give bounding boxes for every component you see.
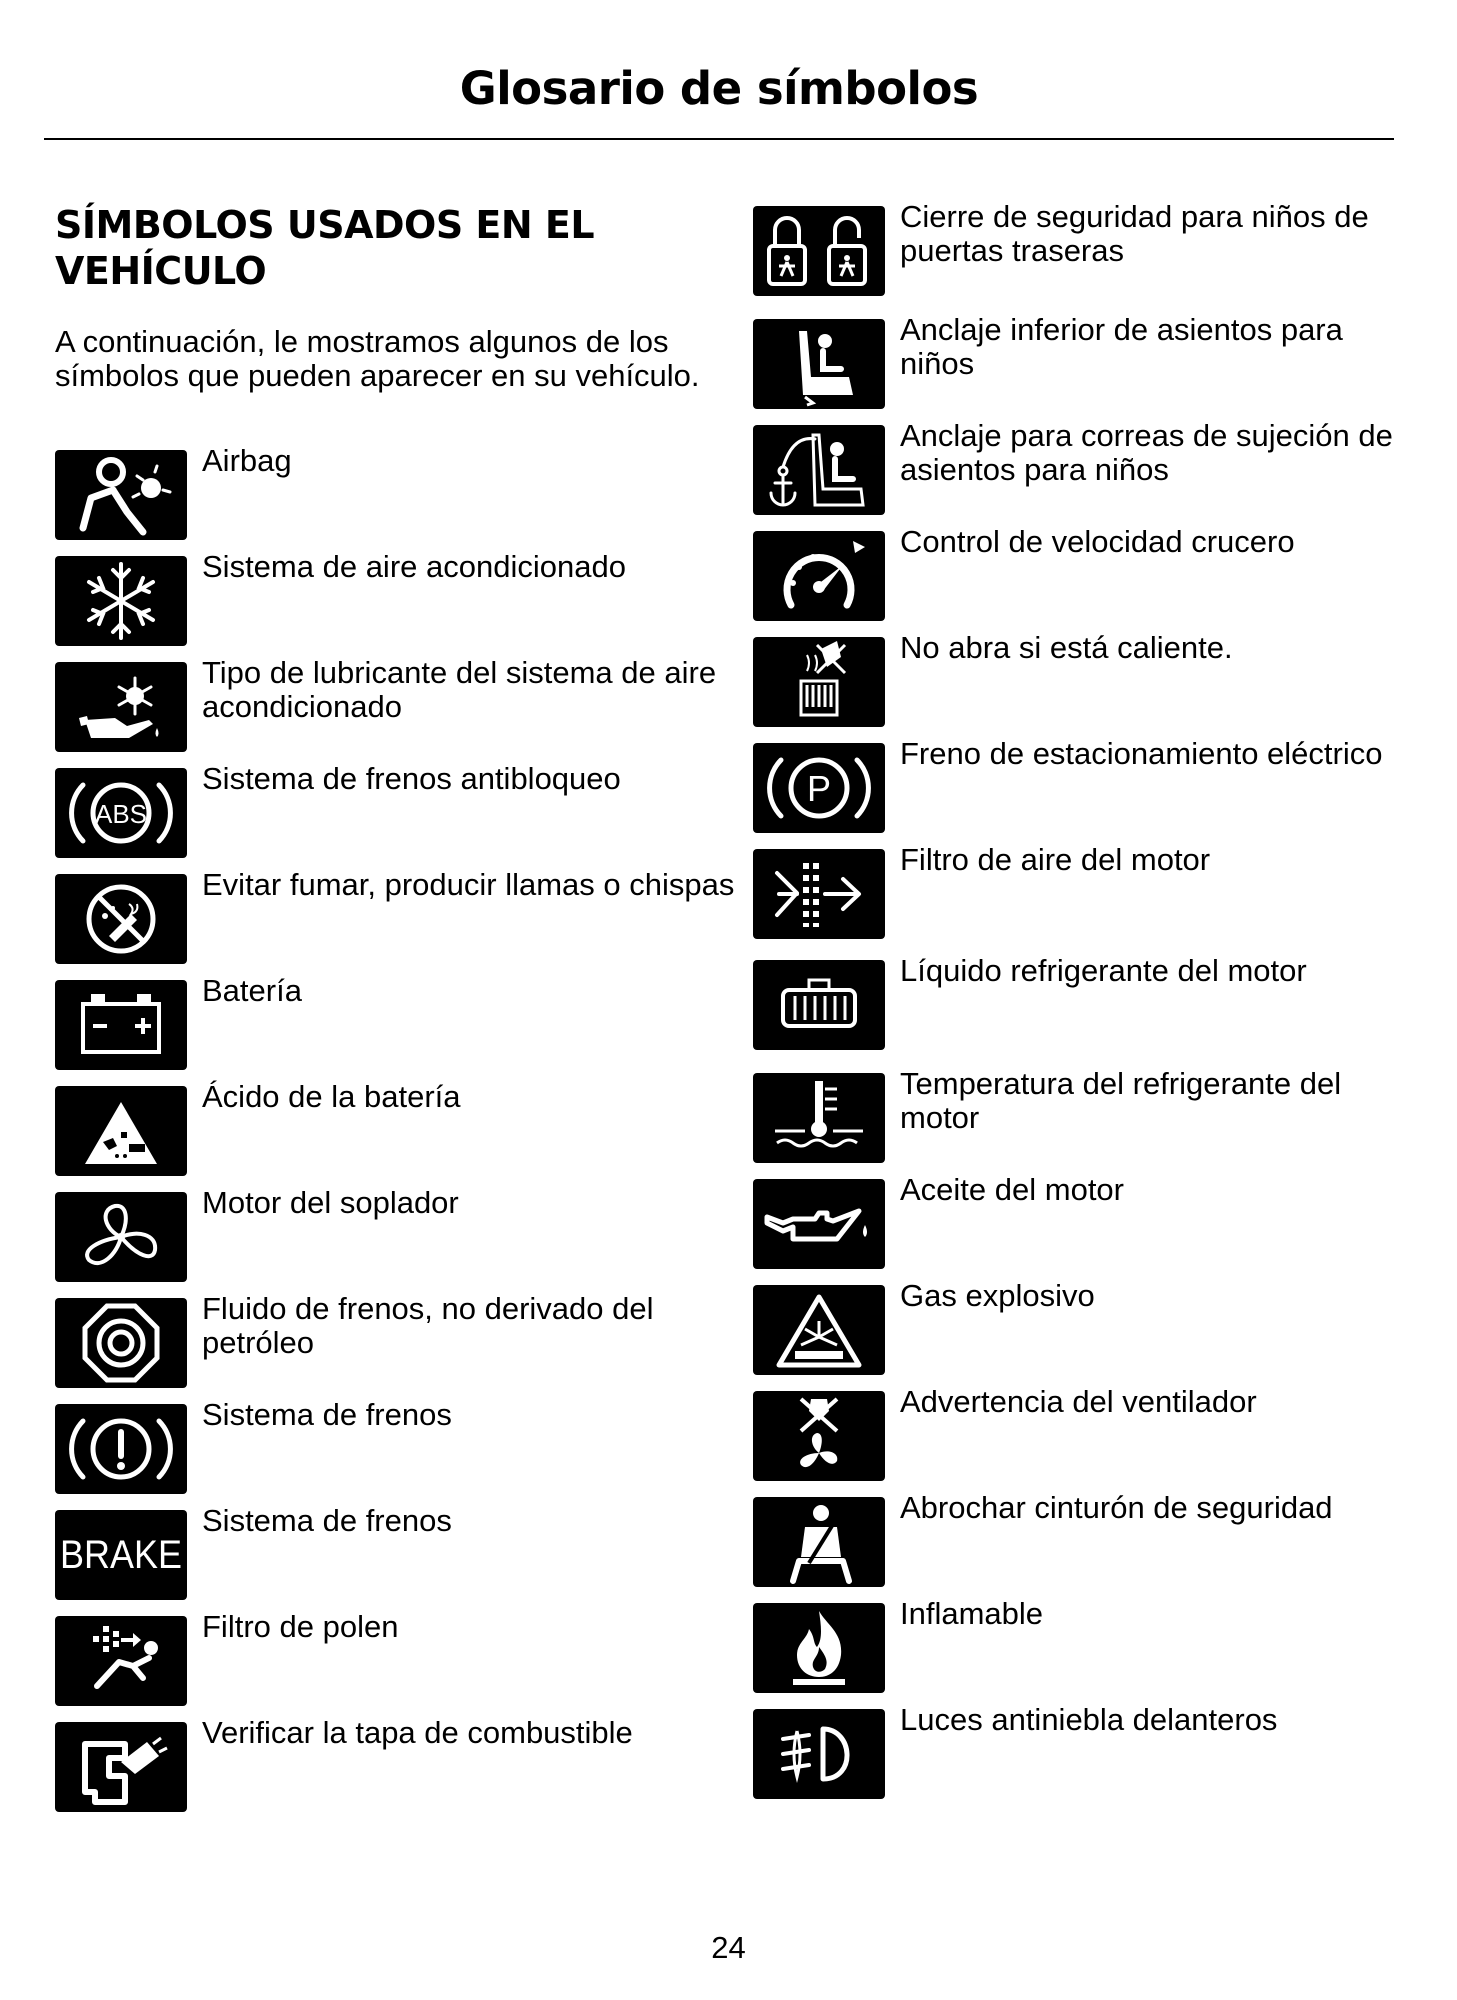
symbol-label: Motor del soplador bbox=[202, 1185, 459, 1220]
symbol-label: Filtro de polen bbox=[202, 1609, 399, 1644]
symbol-label: Aceite del motor bbox=[900, 1172, 1124, 1207]
symbol-label: Batería bbox=[202, 973, 302, 1008]
do-not-open-hot-icon bbox=[753, 637, 885, 727]
parking-brake-icon-text: P bbox=[806, 768, 832, 809]
symbol-label: Luces antiniebla delanteros bbox=[900, 1702, 1278, 1737]
symbol-label: Temperatura del refrigerante del motor bbox=[900, 1066, 1342, 1135]
symbol-label: Anclaje para correas de sujeción de asientos para niños bbox=[900, 418, 1393, 487]
battery-acid-icon bbox=[55, 1086, 187, 1176]
child-seat-tether-anchor-icon bbox=[753, 425, 885, 515]
child-lock-icon bbox=[753, 206, 885, 296]
battery-icon bbox=[55, 980, 187, 1070]
symbol-label: Verificar la tapa de combustible bbox=[202, 1715, 633, 1750]
engine-air-filter-icon bbox=[753, 849, 885, 939]
coolant-temperature-icon bbox=[753, 1073, 885, 1163]
symbol-label: Control de velocidad crucero bbox=[900, 524, 1295, 559]
no-smoking-icon bbox=[55, 874, 187, 964]
snowflake-icon bbox=[55, 556, 187, 646]
seatbelt-icon bbox=[753, 1497, 885, 1587]
ac-lubricant-icon bbox=[55, 662, 187, 752]
symbol-label: Sistema de aire acondicionado bbox=[202, 549, 626, 584]
airbag-icon bbox=[55, 450, 187, 540]
cruise-control-icon bbox=[753, 531, 885, 621]
symbol-label: Tipo de lubricante del sistema de aire acondicionado bbox=[202, 655, 717, 724]
flammable-icon bbox=[753, 1603, 885, 1693]
brake-icon-text: BRAKE bbox=[60, 1533, 182, 1577]
engine-oil-icon bbox=[753, 1179, 885, 1269]
symbol-label: Ácido de la batería bbox=[202, 1079, 461, 1114]
front-fog-lamps-icon bbox=[753, 1709, 885, 1799]
symbol-label: Sistema de frenos bbox=[202, 1397, 452, 1432]
symbol-label: Evitar fumar, producir llamas o chispas bbox=[202, 867, 735, 902]
parking-brake-icon bbox=[753, 743, 885, 833]
fuel-cap-icon bbox=[55, 1722, 187, 1812]
pollen-filter-icon bbox=[55, 1616, 187, 1706]
symbol-label: Airbag bbox=[202, 443, 292, 478]
brake-fluid-icon bbox=[55, 1298, 187, 1388]
symbol-label: Sistema de frenos antibloqueo bbox=[202, 761, 621, 796]
symbol-label: Fluido de frenos, no derivado del petróleo bbox=[202, 1291, 654, 1360]
symbol-label: Inflamable bbox=[900, 1596, 1044, 1631]
symbol-label: Abrochar cinturón de seguridad bbox=[900, 1490, 1333, 1525]
symbol-label: Gas explosivo bbox=[900, 1278, 1095, 1313]
engine-coolant-icon bbox=[753, 960, 885, 1050]
symbol-label: Cierre de seguridad para niños de puertas traseras bbox=[900, 199, 1369, 268]
page-number: 24 bbox=[711, 1930, 746, 1965]
symbol-label: Advertencia del ventilador bbox=[900, 1384, 1257, 1419]
explosive-gas-icon bbox=[753, 1285, 885, 1375]
symbol-label: Anclaje inferior de asientos para niños bbox=[900, 312, 1343, 381]
brake-warning-icon bbox=[55, 1404, 187, 1494]
intro-paragraph: A continuación, le mostramos algunos de los símbolos que pueden aparecer en su vehículo. bbox=[55, 324, 700, 393]
brake-text-icon bbox=[55, 1510, 187, 1600]
title-divider bbox=[44, 138, 1394, 140]
fan-warning-icon bbox=[753, 1391, 885, 1481]
section-heading: SÍMBOLOS USADOS EN EL VEHÍCULO bbox=[55, 203, 595, 293]
symbol-label: Filtro de aire del motor bbox=[900, 842, 1211, 877]
abs-icon-text: ABS bbox=[94, 799, 148, 829]
symbol-label: Líquido refrigerante del motor bbox=[900, 953, 1307, 988]
blower-fan-icon bbox=[55, 1192, 187, 1282]
symbol-label: Freno de estacionamiento eléctrico bbox=[900, 736, 1383, 771]
page-title: Glosario de símbolos bbox=[459, 62, 979, 115]
symbol-label: No abra si está caliente. bbox=[900, 630, 1233, 665]
abs-icon bbox=[55, 768, 187, 858]
symbol-label: Sistema de frenos bbox=[202, 1503, 452, 1538]
child-seat-lower-anchor-icon bbox=[753, 319, 885, 409]
